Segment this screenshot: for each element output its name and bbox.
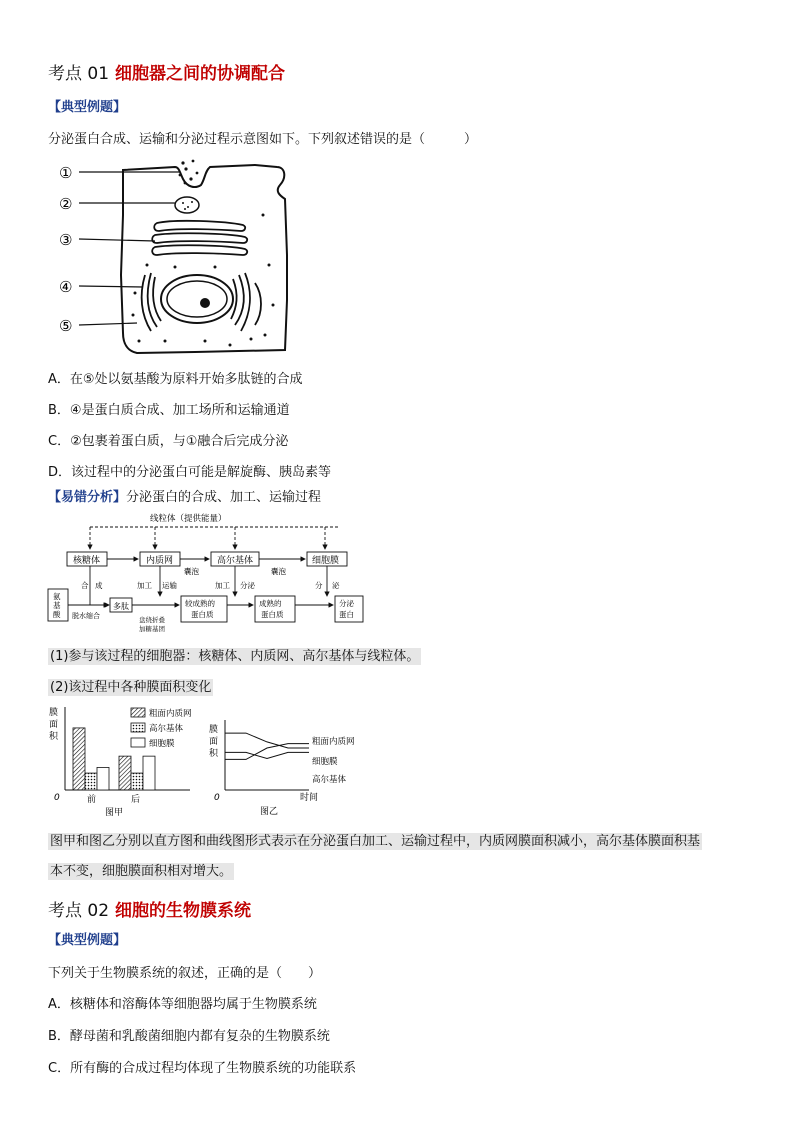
bar-er-after [119, 756, 131, 790]
line-xlabel: 时间 [300, 793, 319, 803]
nucleus-envelope [161, 275, 233, 323]
bar-cat-after: 后 [131, 795, 141, 805]
analysis-tag: 【易错分析】 [48, 490, 127, 505]
section1-title: 细胞器之间的协调配合 [115, 64, 286, 84]
bar-golgi-before [85, 773, 97, 790]
flow-p1-a: 较成熟的 [185, 599, 215, 608]
summary-line2 [48, 860, 234, 879]
flow-p1-b: 蛋白质 [191, 610, 214, 619]
bar-membrane-before [97, 767, 109, 790]
flow-v3-b: 分泌 [240, 581, 255, 590]
flow-fold-2: 加糖基团 [139, 625, 165, 633]
flow-v2-a: 加工 [137, 581, 152, 590]
summary-line1 [48, 830, 702, 849]
point1 [48, 645, 421, 664]
legend-er-swatch [131, 708, 145, 717]
cell-membrane [121, 165, 287, 353]
section2-number: 考点 02 [48, 901, 110, 921]
bar-caption: 图甲 [105, 808, 124, 818]
bar-membrane-after [143, 756, 155, 790]
line-ylabel-1: 膜 [209, 725, 219, 735]
bar-origin: 0 [54, 793, 60, 803]
flow-er: 内质网 [146, 556, 174, 566]
section1-heading [48, 59, 285, 84]
bar-cat-before: 前 [87, 795, 97, 805]
section1-option-c: C．②包裹着蛋白质，与①融合后完成分泌 [48, 434, 289, 449]
legend-er: 粗面内质网 [149, 709, 192, 719]
section1-option-b: B．④是蛋白质合成、加工场所和运输通道 [48, 403, 290, 418]
legend-membrane-swatch [131, 738, 145, 747]
flow-vesicle-1: 囊泡 [184, 567, 199, 576]
line-series-golgi [225, 752, 309, 758]
flow-v3-a: 加工 [215, 581, 230, 590]
cell-diagram [55, 155, 300, 360]
analysis-title: 分泌蛋白的合成、加工、运输过程 [126, 490, 322, 505]
section1-option-d: D．该过程中的分泌蛋白可能是解旋酶、胰岛素等 [48, 465, 332, 480]
line-ylabel-3: 积 [209, 749, 219, 759]
line-caption: 图乙 [260, 807, 279, 817]
flow-p3-a: 分泌 [339, 599, 354, 608]
flow-fold-1: 盘绕折叠 [139, 616, 165, 624]
cell-label-4: ④ [59, 278, 73, 296]
secretion-flow-diagram [45, 510, 375, 635]
line-series-membrane [225, 744, 309, 760]
line-label-golgi: 高尔基体 [312, 775, 347, 785]
section1-number: 考点 01 [48, 64, 110, 84]
section1-question: 分泌蛋白合成、运输和分泌过程示意图如下。下列叙述错误的是（ ） [48, 132, 478, 147]
line-ylabel-2: 面 [209, 737, 219, 747]
section2-question: 下列关于生物膜系统的叙述，正确的是（ ） [48, 966, 322, 981]
cell-label-5: ⑤ [59, 317, 73, 335]
nucleolus [200, 298, 210, 308]
flow-vesicle-2: 囊泡 [271, 567, 286, 576]
cell-label-2: ② [59, 195, 73, 213]
point2-text: (2)该过程中各种膜面积变化 [50, 680, 212, 695]
section1-tag: 【典型例题】 [48, 100, 127, 115]
bar-chart [45, 703, 205, 818]
bar-ylabel-3: 积 [49, 732, 59, 742]
analysis-heading [48, 486, 321, 505]
line-series-er [225, 733, 309, 748]
section2-option-c: C．所有酶的合成过程均体现了生物膜系统的功能联系 [48, 1061, 357, 1076]
flow-v4-a: 分 [315, 581, 323, 590]
flow-mito: 线粒体（提供能量） [150, 514, 227, 524]
legend-golgi-swatch [131, 723, 145, 732]
bar-ylabel-1: 膜 [49, 708, 59, 718]
flow-p2-b: 蛋白质 [261, 610, 284, 619]
section1-option-a: A．在⑤处以氨基酸为原料开始多肽链的合成 [48, 372, 303, 387]
golgi-apparatus [152, 221, 247, 255]
bar-ylabel-2: 面 [49, 720, 59, 730]
energy-lines [90, 527, 340, 549]
bar-er-before [73, 728, 85, 790]
point1-text: (1)参与该过程的细胞器：核糖体、内质网、高尔基体与线粒体。 [50, 649, 420, 664]
section2-option-b: B．酵母菌和乳酸菌细胞内都有复杂的生物膜系统 [48, 1029, 330, 1044]
flow-v1-a: 合 [81, 581, 89, 590]
flow-membrane: 细胞膜 [312, 556, 340, 566]
section2-title: 细胞的生物膜系统 [115, 901, 252, 921]
bar-golgi-after [131, 773, 143, 790]
flow-p2-a: 成熟的 [259, 599, 282, 608]
flow-dehydrate: 脱水缩合 [72, 612, 100, 620]
point2 [48, 676, 213, 695]
flow-v2-b: 运输 [162, 581, 177, 590]
flow-p3-b: 蛋白 [339, 610, 354, 619]
summary-line2-text: 本不变，细胞膜面积相对增大。 [50, 864, 233, 879]
flow-golgi: 高尔基体 [217, 556, 254, 566]
cell-label-1: ① [59, 164, 73, 182]
nucleus-inner [167, 281, 227, 317]
line-label-er: 粗面内质网 [312, 737, 355, 747]
vesicle [175, 197, 199, 213]
legend-membrane: 细胞膜 [149, 739, 175, 749]
legend-golgi: 高尔基体 [149, 724, 184, 734]
cell-label-3: ③ [59, 231, 73, 249]
section2-option-a: A．核糖体和溶酶体等细胞器均属于生物膜系统 [48, 997, 317, 1012]
section2-tag: 【典型例题】 [48, 933, 127, 948]
flow-v4-b: 泌 [332, 581, 340, 590]
flow-peptide: 多肽 [113, 602, 129, 611]
flow-ribosome: 核糖体 [73, 556, 101, 566]
flow-amino-1: 氨 [53, 592, 61, 601]
section2-heading [48, 896, 251, 921]
flow-v1-b: 成 [95, 581, 103, 590]
line-origin: 0 [214, 793, 220, 803]
flow-amino-2: 基 [53, 601, 61, 610]
line-label-membrane: 细胞膜 [312, 757, 338, 767]
line-chart [205, 718, 375, 818]
secretion-dots [179, 160, 199, 185]
flow-amino-3: 酸 [53, 610, 61, 619]
summary-line1-text: 图甲和图乙分别以直方图和曲线图形式表示在分泌蛋白加工、运输过程中，内质网膜面积减小，高尔基体膜面积基 [50, 834, 701, 849]
